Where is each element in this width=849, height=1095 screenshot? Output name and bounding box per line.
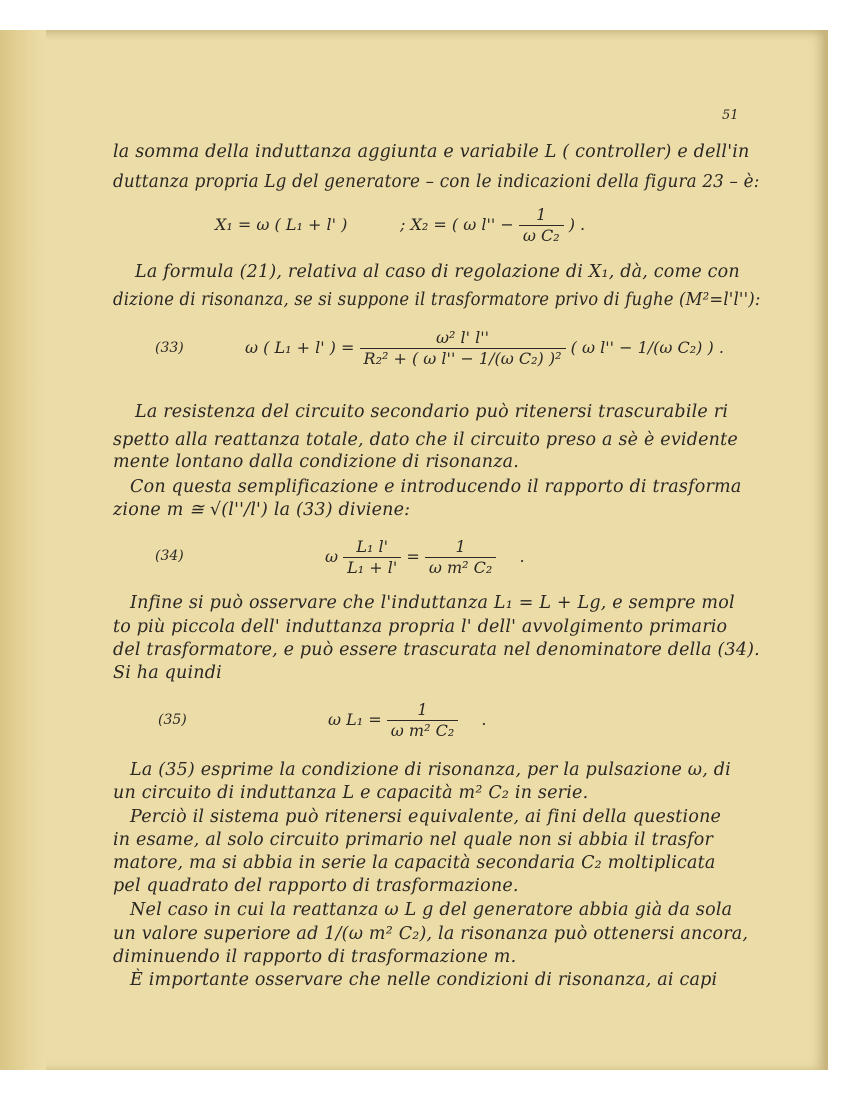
text-line-20: Nel caso in cui la reattanza ω L g del generatore abbia già da sola	[130, 900, 733, 920]
text-line-16: Perciò il sistema può ritenersi equivalente, ai fini della questione	[130, 807, 722, 827]
equation-34-left-denominator: L₁ + l'	[347, 558, 398, 577]
page-spine	[0, 30, 46, 1070]
equation-x2-fraction	[519, 205, 564, 246]
equation-x2-denominator: ω C₂	[522, 226, 560, 245]
text-line-11: to più piccola dell' induttanza propria l' dell' avvolgimento primario	[113, 617, 728, 637]
equation-34-left-fraction	[343, 537, 401, 578]
equation-33-rhs: ( ω l'' − 1/(ω C₂) ) .	[570, 338, 724, 357]
text-line-3: La formula (21), relativa al caso di regolazione di X₁, dà, come con	[135, 262, 740, 282]
text-line-5: La resistenza del circuito secondario può ritenersi trascurabile ri	[135, 402, 729, 422]
equation-33-numerator: ω² l' l''	[360, 328, 566, 349]
text-line-18: matore, ma si abbia in serie la capacità secondaria C₂ moltiplicata	[113, 853, 716, 873]
text-line-13: Si ha quindi	[113, 663, 222, 683]
equation-33-lhs: ω ( L₁ + l' ) =	[245, 338, 355, 357]
equation-34-label: (34)	[155, 548, 184, 564]
equation-34-right-numerator: 1	[425, 537, 496, 558]
text-line-22: diminuendo il rapporto di trasformazione m.	[113, 947, 517, 967]
text-line-14: La (35) esprime la condizione di risonanza, per la pulsazione ω, di	[130, 760, 731, 780]
text-line-9: zione m ≅ √(l''/l') la (33) diviene:	[113, 500, 411, 520]
text-line-2: duttanza propria Lg del generatore – con le indicazioni della figura 23 – è:	[113, 172, 760, 192]
equation-35-label: (35)	[158, 712, 187, 728]
equation-35-fraction	[387, 700, 458, 741]
equation-35	[328, 700, 486, 741]
text-line-7: mente lontano dalla condizione di risonanza.	[113, 452, 520, 472]
equation-x2	[400, 205, 585, 246]
text-line-4: dizione di risonanza, se si suppone il trasformatore privo di fughe (M²=l'l''):	[113, 290, 761, 310]
equation-35-lhs: ω L₁ =	[328, 710, 382, 729]
text-line-19: pel quadrato del rapporto di trasformazione.	[113, 876, 519, 896]
equation-x2-end: ) .	[568, 215, 586, 234]
text-line-15: un circuito di induttanza L e capacità m² C₂ in serie.	[113, 783, 589, 803]
text-line-21: un valore superiore ad 1/(ω m² C₂), la risonanza può ottenersi ancora,	[113, 924, 749, 944]
equation-33-label: (33)	[155, 340, 184, 356]
equation-34-right-fraction	[425, 537, 496, 578]
text-line-8: Con questa semplificazione e introducendo il rapporto di trasforma	[130, 477, 742, 497]
equation-34	[325, 537, 525, 578]
equation-34-left-numerator: L₁ l'	[343, 537, 401, 558]
equation-35-denominator: ω m² C₂	[390, 721, 455, 740]
equation-x1: X₁ = ω ( L₁ + l' )	[215, 215, 348, 234]
equation-35-numerator: 1	[387, 700, 458, 721]
equation-34-end: .	[519, 547, 525, 566]
equation-33-fraction	[360, 328, 566, 369]
equation-x2-lhs: ; X₂ = ( ω l'' −	[400, 215, 514, 234]
text-line-23: È importante osservare che nelle condizioni di risonanza, ai capi	[130, 970, 718, 990]
equation-34-omega: ω	[325, 547, 339, 566]
text-line-17: in esame, al solo circuito primario nel quale non si abbia il trasfor	[113, 830, 714, 850]
equation-x2-numerator: 1	[519, 205, 564, 226]
text-line-6: spetto alla reattanza totale, dato che il circuito preso a sè è evidente	[113, 430, 738, 450]
text-line-10: Infine si può osservare che l'induttanza L₁ = L + Lg, e sempre mol	[130, 593, 735, 613]
text-line-1: la somma della induttanza aggiunta e variabile L ( controller) e dell'in	[113, 142, 750, 162]
equation-33	[245, 328, 724, 369]
equation-35-end: .	[481, 710, 487, 729]
equation-33-denominator: R₂² + ( ω l'' − 1/(ω C₂) )²	[363, 349, 562, 368]
page-edge	[825, 30, 828, 1070]
text-line-12: del trasformatore, e può essere trascurata nel denominatore della (34).	[113, 640, 760, 660]
equation-34-equals: =	[406, 547, 420, 566]
page-number: 51	[722, 108, 739, 123]
equation-34-right-denominator: ω m² C₂	[428, 558, 493, 577]
